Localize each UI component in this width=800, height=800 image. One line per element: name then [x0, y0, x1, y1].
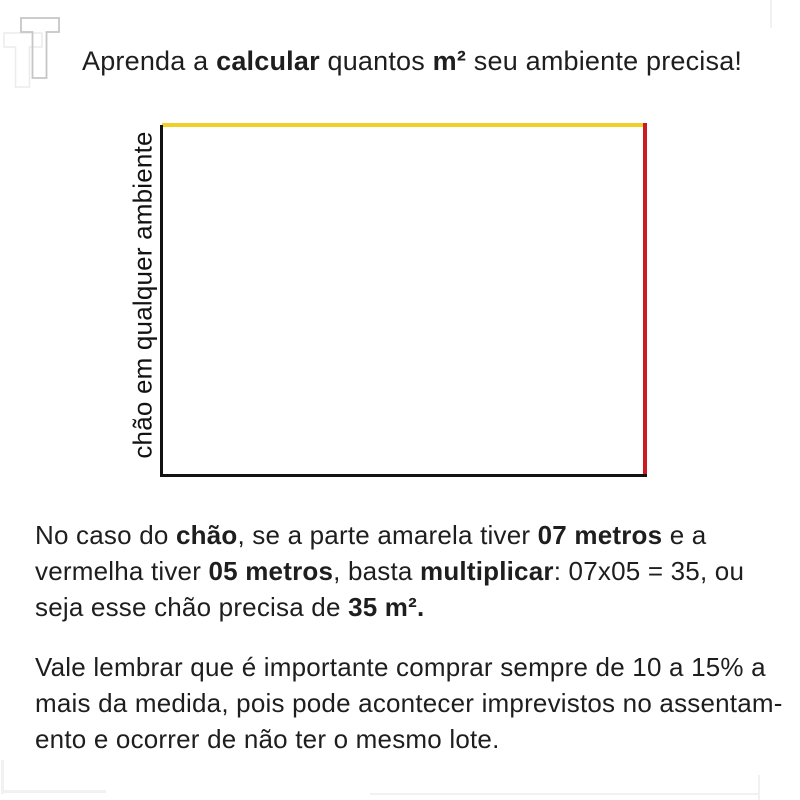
tip-paragraph — [35, 649, 783, 757]
floor-left-edge — [160, 125, 163, 476]
page-title — [82, 44, 782, 78]
paragraph-line — [35, 517, 780, 553]
paragraph-line: mais da medida, pois pode acontecer imprevistos no assentam- — [35, 688, 783, 718]
watermark-fragment — [770, 0, 772, 28]
paragraph-line — [35, 553, 780, 589]
text-segment: e a — [662, 520, 707, 550]
text-segment-bold: 05 metros — [208, 556, 334, 586]
title-segment: seu ambiente precisa! — [466, 46, 743, 76]
text-segment: , se a parte amarela tiver — [237, 520, 538, 550]
text-segment: , basta — [333, 556, 421, 586]
text-segment: vermelha tiver — [35, 556, 209, 586]
paragraph-line: Vale lembrar que é importante comprar sempre de 10 a 15% a — [35, 652, 766, 682]
text-segment-bold: multiplicar — [420, 556, 554, 586]
watermark-fragment — [370, 793, 760, 795]
watermark-fragment — [1, 760, 4, 794]
text-segment: No caso do — [35, 520, 176, 550]
t-logo-icon — [0, 6, 70, 88]
floor-top-edge-yellow — [162, 123, 646, 127]
text-segment-bold: 35 m². — [348, 592, 425, 622]
paragraph-line — [35, 589, 780, 625]
paragraph-line: ento e ocorrer de não ter o mesmo lote. — [35, 724, 500, 754]
floor-right-edge-red — [643, 123, 647, 476]
title-segment-bold: calcular — [216, 46, 320, 76]
title-segment-bold: m² — [432, 46, 467, 76]
text-segment: seja esse chão precisa de — [35, 592, 349, 622]
t-logo-svg — [0, 6, 70, 88]
watermark-fragment — [758, 775, 760, 800]
text-segment-bold: 07 metros — [537, 520, 663, 550]
watermark-fragment — [1, 790, 106, 793]
explanation-paragraph — [35, 517, 780, 625]
text-segment-bold: chão — [175, 520, 238, 550]
title-segment: quantos — [319, 46, 433, 76]
floor-bottom-edge — [160, 474, 647, 477]
diagram-side-label: chão em qualquer ambiente — [127, 131, 158, 459]
text-segment: : 07x05 = 35, ou — [553, 556, 745, 586]
title-segment: Aprenda a — [82, 46, 217, 76]
